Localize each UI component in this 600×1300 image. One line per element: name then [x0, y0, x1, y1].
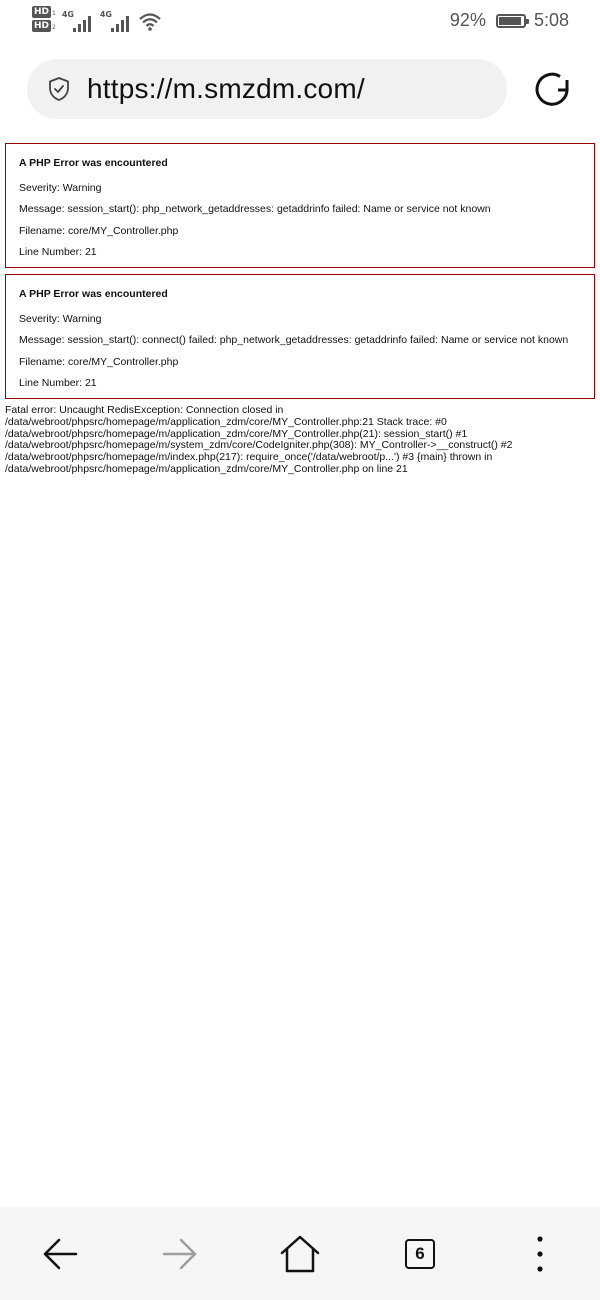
status-bar [0, 0, 600, 44]
error-message: Message: session_start(): php_network_getaddresses: getaddrinfo failed: Name or service not known [19, 203, 491, 215]
battery-icon [496, 14, 526, 28]
sim2-hd-label: HD [34, 21, 50, 31]
bottom-navigation [0, 1207, 600, 1300]
battery-percent: 92% [449, 10, 486, 30]
forward-arrow-icon[interactable] [160, 1234, 200, 1274]
tabs-button[interactable] [398, 1232, 442, 1276]
tabs-icon[interactable] [405, 1239, 435, 1269]
error-heading: A PHP Error was encountered [19, 157, 168, 169]
wifi-icon [138, 12, 162, 32]
more-menu-icon[interactable] [534, 1234, 546, 1274]
sim1-hd-label: HD [34, 7, 50, 17]
error-filename: Filename: core/MY_Controller.php [19, 356, 179, 368]
url-text[interactable]: https://m.smzdm.com/ [87, 73, 365, 104]
home-icon[interactable] [279, 1233, 321, 1275]
error-severity: Severity: Warning [19, 313, 102, 325]
clock: 5:08 [533, 10, 569, 30]
signal-icon [100, 10, 132, 34]
hd-indicators [32, 6, 56, 32]
status-left [32, 6, 162, 34]
address-bar[interactable] [27, 59, 507, 119]
tab-count-label: 6 [415, 1244, 425, 1263]
php-error-box [5, 143, 595, 268]
status-right [450, 10, 569, 31]
more-menu-button[interactable] [518, 1232, 562, 1276]
error-line-number: Line Number: 21 [19, 377, 97, 389]
shield-icon[interactable] [47, 76, 71, 102]
network-type-label: 4G [99, 10, 112, 19]
back-arrow-icon[interactable] [40, 1234, 80, 1274]
back-button[interactable] [38, 1232, 82, 1276]
error-line-number: Line Number: 21 [19, 246, 97, 258]
hd-icon [32, 20, 56, 32]
signal-icon [62, 10, 94, 34]
sim2-sub-label: 2 [52, 24, 56, 31]
error-heading: A PHP Error was encountered [19, 288, 168, 300]
forward-button[interactable] [158, 1232, 202, 1276]
fatal-error-text: Fatal error: Uncaught RedisException: Connection closed in /data/webroot/phpsrc/homepage/m/application_zdm/core/MY_Controller.php:21 Stack trace: #0 /data/webroot/phpsrc/homepage/m/application_zdm/core/MY_Controller.php(21): session_start() #1 /data/webroot/phpsrc/homepage/m/system_zdm/core/CodeIgniter.php(308): MY_Controller->__construct() #2 /data/webroot/phpsrc/homepage/m/index.php(217): require_once('/data/webroot/p...') #3 {main} thrown in /data/webroot/phpsrc/homepage/m/application_zdm/core/MY_Controller.php on line 21 [5, 404, 513, 475]
hd-icon [32, 6, 56, 18]
sim1-sub-label: 1 [52, 10, 56, 17]
php-error-box [5, 274, 595, 399]
error-severity: Severity: Warning [19, 182, 102, 194]
home-button[interactable] [278, 1232, 322, 1276]
error-filename: Filename: core/MY_Controller.php [19, 225, 179, 237]
network-type-label: 4G [61, 10, 74, 19]
error-message: Message: session_start(): connect() failed: php_network_getaddresses: getaddrinfo failed: Name or service not known [19, 334, 569, 346]
reload-icon[interactable] [534, 70, 574, 110]
